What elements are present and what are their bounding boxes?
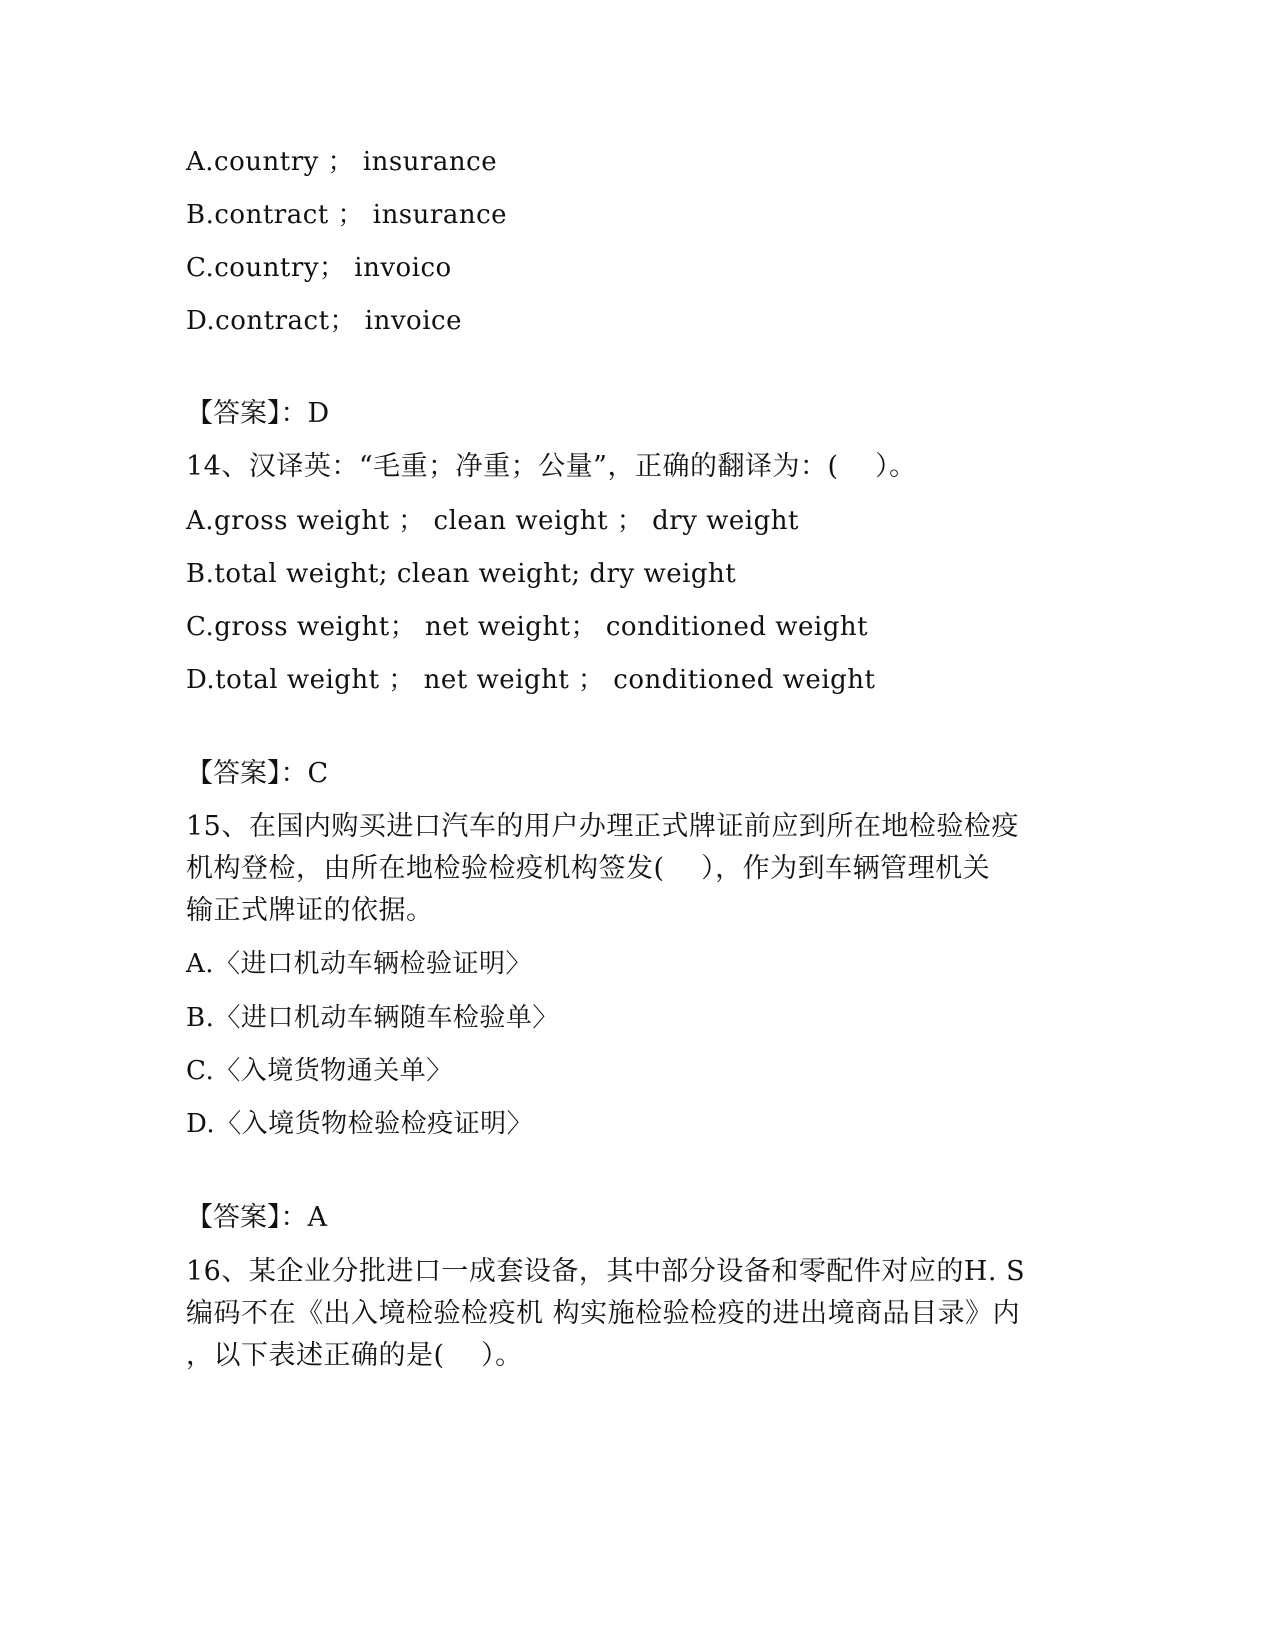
q13-option-a: A.country ； insurance — [186, 147, 498, 177]
q13-option-c: C.country； invoico — [186, 253, 452, 283]
q16-question-line-3: ，以下表述正确的是( ）。 — [186, 1340, 523, 1371]
q15-option-c: C.〈入境货物通关单〉 — [186, 1056, 453, 1086]
q14-option-b: B.total weight; clean weight; dry weight — [186, 559, 737, 589]
q14-question: 14、汉译英：“毛重；净重；公量”，正确的翻译为：( ）。 — [186, 451, 917, 482]
q16-question-line-2: 编码不在《出入境检验检疫机 构实施检验检疫的进出境商品目录》内 — [186, 1298, 1021, 1329]
q15-option-b: B.〈进口机动车辆随车检验单〉 — [186, 1003, 559, 1033]
q15-option-d: D.〈入境货物检验检疫证明〉 — [186, 1109, 534, 1139]
q13-option-d: D.contract； invoice — [186, 306, 462, 336]
q15-question-line-3: 输正式牌证的依据。 — [186, 895, 434, 926]
q13-answer: 【答案】：D — [186, 398, 330, 429]
q14-answer: 【答案】：C — [186, 758, 329, 789]
q16-question-line-1: 16、某企业分批进口一成套设备，其中部分设备和零配件对应的H. S — [186, 1256, 1026, 1287]
q15-option-a: A.〈进口机动车辆检验证明〉 — [186, 949, 533, 979]
q13-option-b: B.contract ； insurance — [186, 200, 508, 230]
q14-option-d: D.total weight ； net weight ； conditioned weight — [186, 665, 876, 695]
q15-question-line-1: 15、在国内购买进口汽车的用户办理正式牌证前应到所在地检验检疫 — [186, 811, 1019, 842]
q14-option-a: A.gross weight ； clean weight ； dry weight — [186, 506, 799, 536]
q14-option-c: C.gross weight； net weight； conditioned weight — [186, 612, 869, 642]
q15-answer: 【答案】：A — [186, 1202, 327, 1233]
q15-question-line-2: 机构登检，由所在地检验检疫机构签发( ），作为到车辆管理机关 — [186, 853, 991, 884]
